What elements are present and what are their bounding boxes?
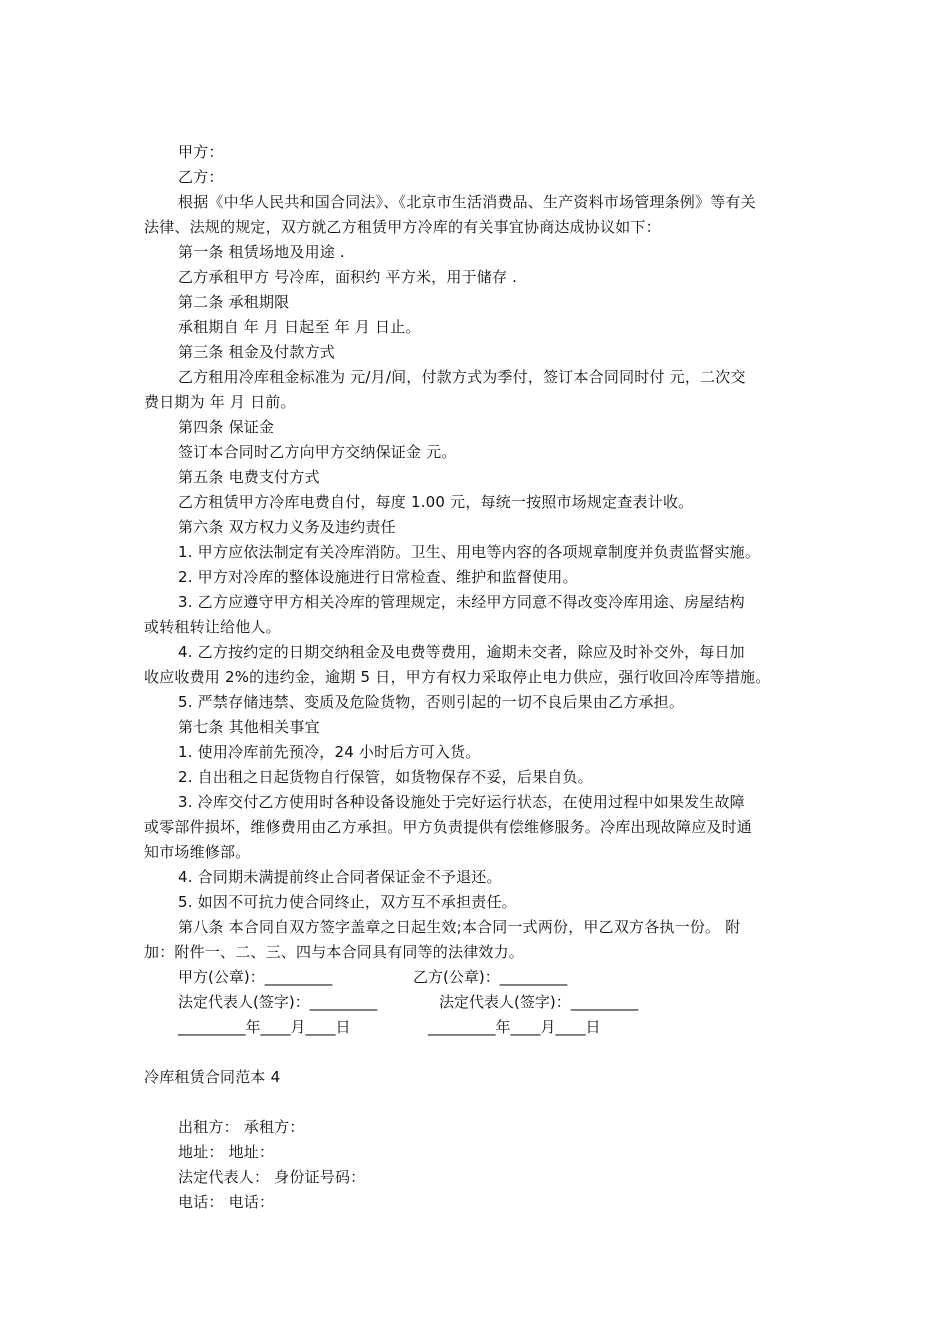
- article-heading: 第六条 双方权力义务及违约责任: [178, 518, 396, 536]
- list-item: 1. 甲方应依法制定有关冷库消防。卫生、用电等内容的各项规章制度并负责监督实施。: [178, 543, 761, 561]
- paragraph-line: 法律、法规的规定，双方就乙方租赁甲方冷库的有关事宜协商达成协议如下：: [144, 218, 661, 236]
- list-item: 3. 乙方应遵守甲方相关冷库的管理规定，未经甲方同意不得改变冷库用途、房屋结构: [178, 593, 745, 611]
- list-item-continuation: 知市场维修部。: [144, 843, 251, 861]
- party-a-date-field: _________年____月____日: [178, 1018, 351, 1036]
- party-a-representative-field: 法定代表人(签字)：_________: [178, 993, 378, 1011]
- list-item: 5. 严禁存储违禁、变质及危险货物，否则引起的一切不良后果由乙方承担。: [178, 693, 685, 711]
- paragraph-line: 乙方租赁甲方冷库电费自付，每度 1.00 元，每统一按照市场规定查表计收。: [178, 493, 694, 511]
- party-b-line: 乙方：: [178, 168, 224, 186]
- paragraph-line: 费日期为 年 月 日前。: [144, 393, 296, 411]
- list-item: 2. 自出租之日起货物自行保管，如货物保存不妥，后果自负。: [178, 768, 593, 786]
- article-heading: 第三条 租金及付款方式: [178, 343, 335, 361]
- list-item: 4. 合同期未满提前终止合同者保证金不予退还。: [178, 868, 502, 886]
- list-item-continuation: 收应收费用 2%的违约金，逾期 5 日，甲方有权力采取停止电力供应，强行收回冷库等措施。: [144, 668, 771, 686]
- party-a-line: 甲方：: [178, 143, 224, 161]
- list-item: 2. 甲方对冷库的整体设施进行日常检查、维护和监督使用。: [178, 568, 578, 586]
- article-heading: 第八条 本合同自双方签字盖章之日起生效;本合同一式两份，甲乙双方各执一份。 附: [178, 918, 741, 936]
- article-heading: 第五条 电费支付方式: [178, 468, 320, 486]
- party-a-seal-field: 甲方(公章)：_________: [178, 968, 333, 986]
- party-info-line: 地址： 地址：: [178, 1143, 275, 1161]
- list-item: 1. 使用冷库前先预冷，24 小时后方可入货。: [178, 743, 481, 761]
- list-item: 3. 冷库交付乙方使用时各种设备设施处于完好运行状态，在使用过程中如果发生故障: [178, 793, 745, 811]
- article-heading: 第七条 其他相关事宜: [178, 718, 320, 736]
- list-item-continuation: 或零部件损坏，维修费用由乙方承担。甲方负责提供有偿维修服务。冷库出现故障应及时通: [144, 818, 753, 836]
- paragraph-line: 根据《中华人民共和国合同法》、《北京市生活消费品、生产资料市场管理条例》等有关: [178, 193, 756, 211]
- party-info-line: 法定代表人： 身份证号码：: [178, 1168, 366, 1186]
- paragraph-line: 签订本合同时乙方向甲方交纳保证金 元。: [178, 443, 457, 461]
- list-item: 5. 如因不可抗力使合同终止，双方互不承担责任。: [178, 893, 517, 911]
- party-b-representative-field: 法定代表人(签字)：_________: [439, 993, 639, 1011]
- party-b-date-field: _________年____月____日: [428, 1018, 601, 1036]
- list-item-continuation: 或转租转让给他人。: [144, 618, 281, 636]
- list-item: 4. 乙方按约定的日期交纳租金及电费等费用，逾期未交者，除应及时补交外，每日加: [178, 643, 745, 661]
- paragraph-line: 承租期自 年 月 日起至 年 月 日止。: [178, 318, 421, 336]
- party-info-line: 电话： 电话：: [178, 1193, 275, 1211]
- party-b-seal-field: 乙方(公章)：_________: [413, 968, 568, 986]
- paragraph-line: 乙方承租甲方 号冷库，面积约 平方米，用于储存 .: [178, 268, 518, 286]
- article-heading: 第二条 承租期限: [178, 293, 290, 311]
- paragraph-line: 乙方租用冷库租金标准为 元/月/间，付款方式为季付，签订本合同同时付 元，二次交: [178, 368, 746, 386]
- article-heading: 第一条 租赁场地及用途 .: [178, 243, 345, 261]
- paragraph-line: 加：附件一、二、三、四与本合同具有同等的法律效力。: [144, 943, 525, 961]
- article-heading: 第四条 保证金: [178, 418, 275, 436]
- party-info-line: 出租方： 承租方：: [178, 1118, 305, 1136]
- section-title: 冷库租赁合同范本 4: [144, 1068, 281, 1086]
